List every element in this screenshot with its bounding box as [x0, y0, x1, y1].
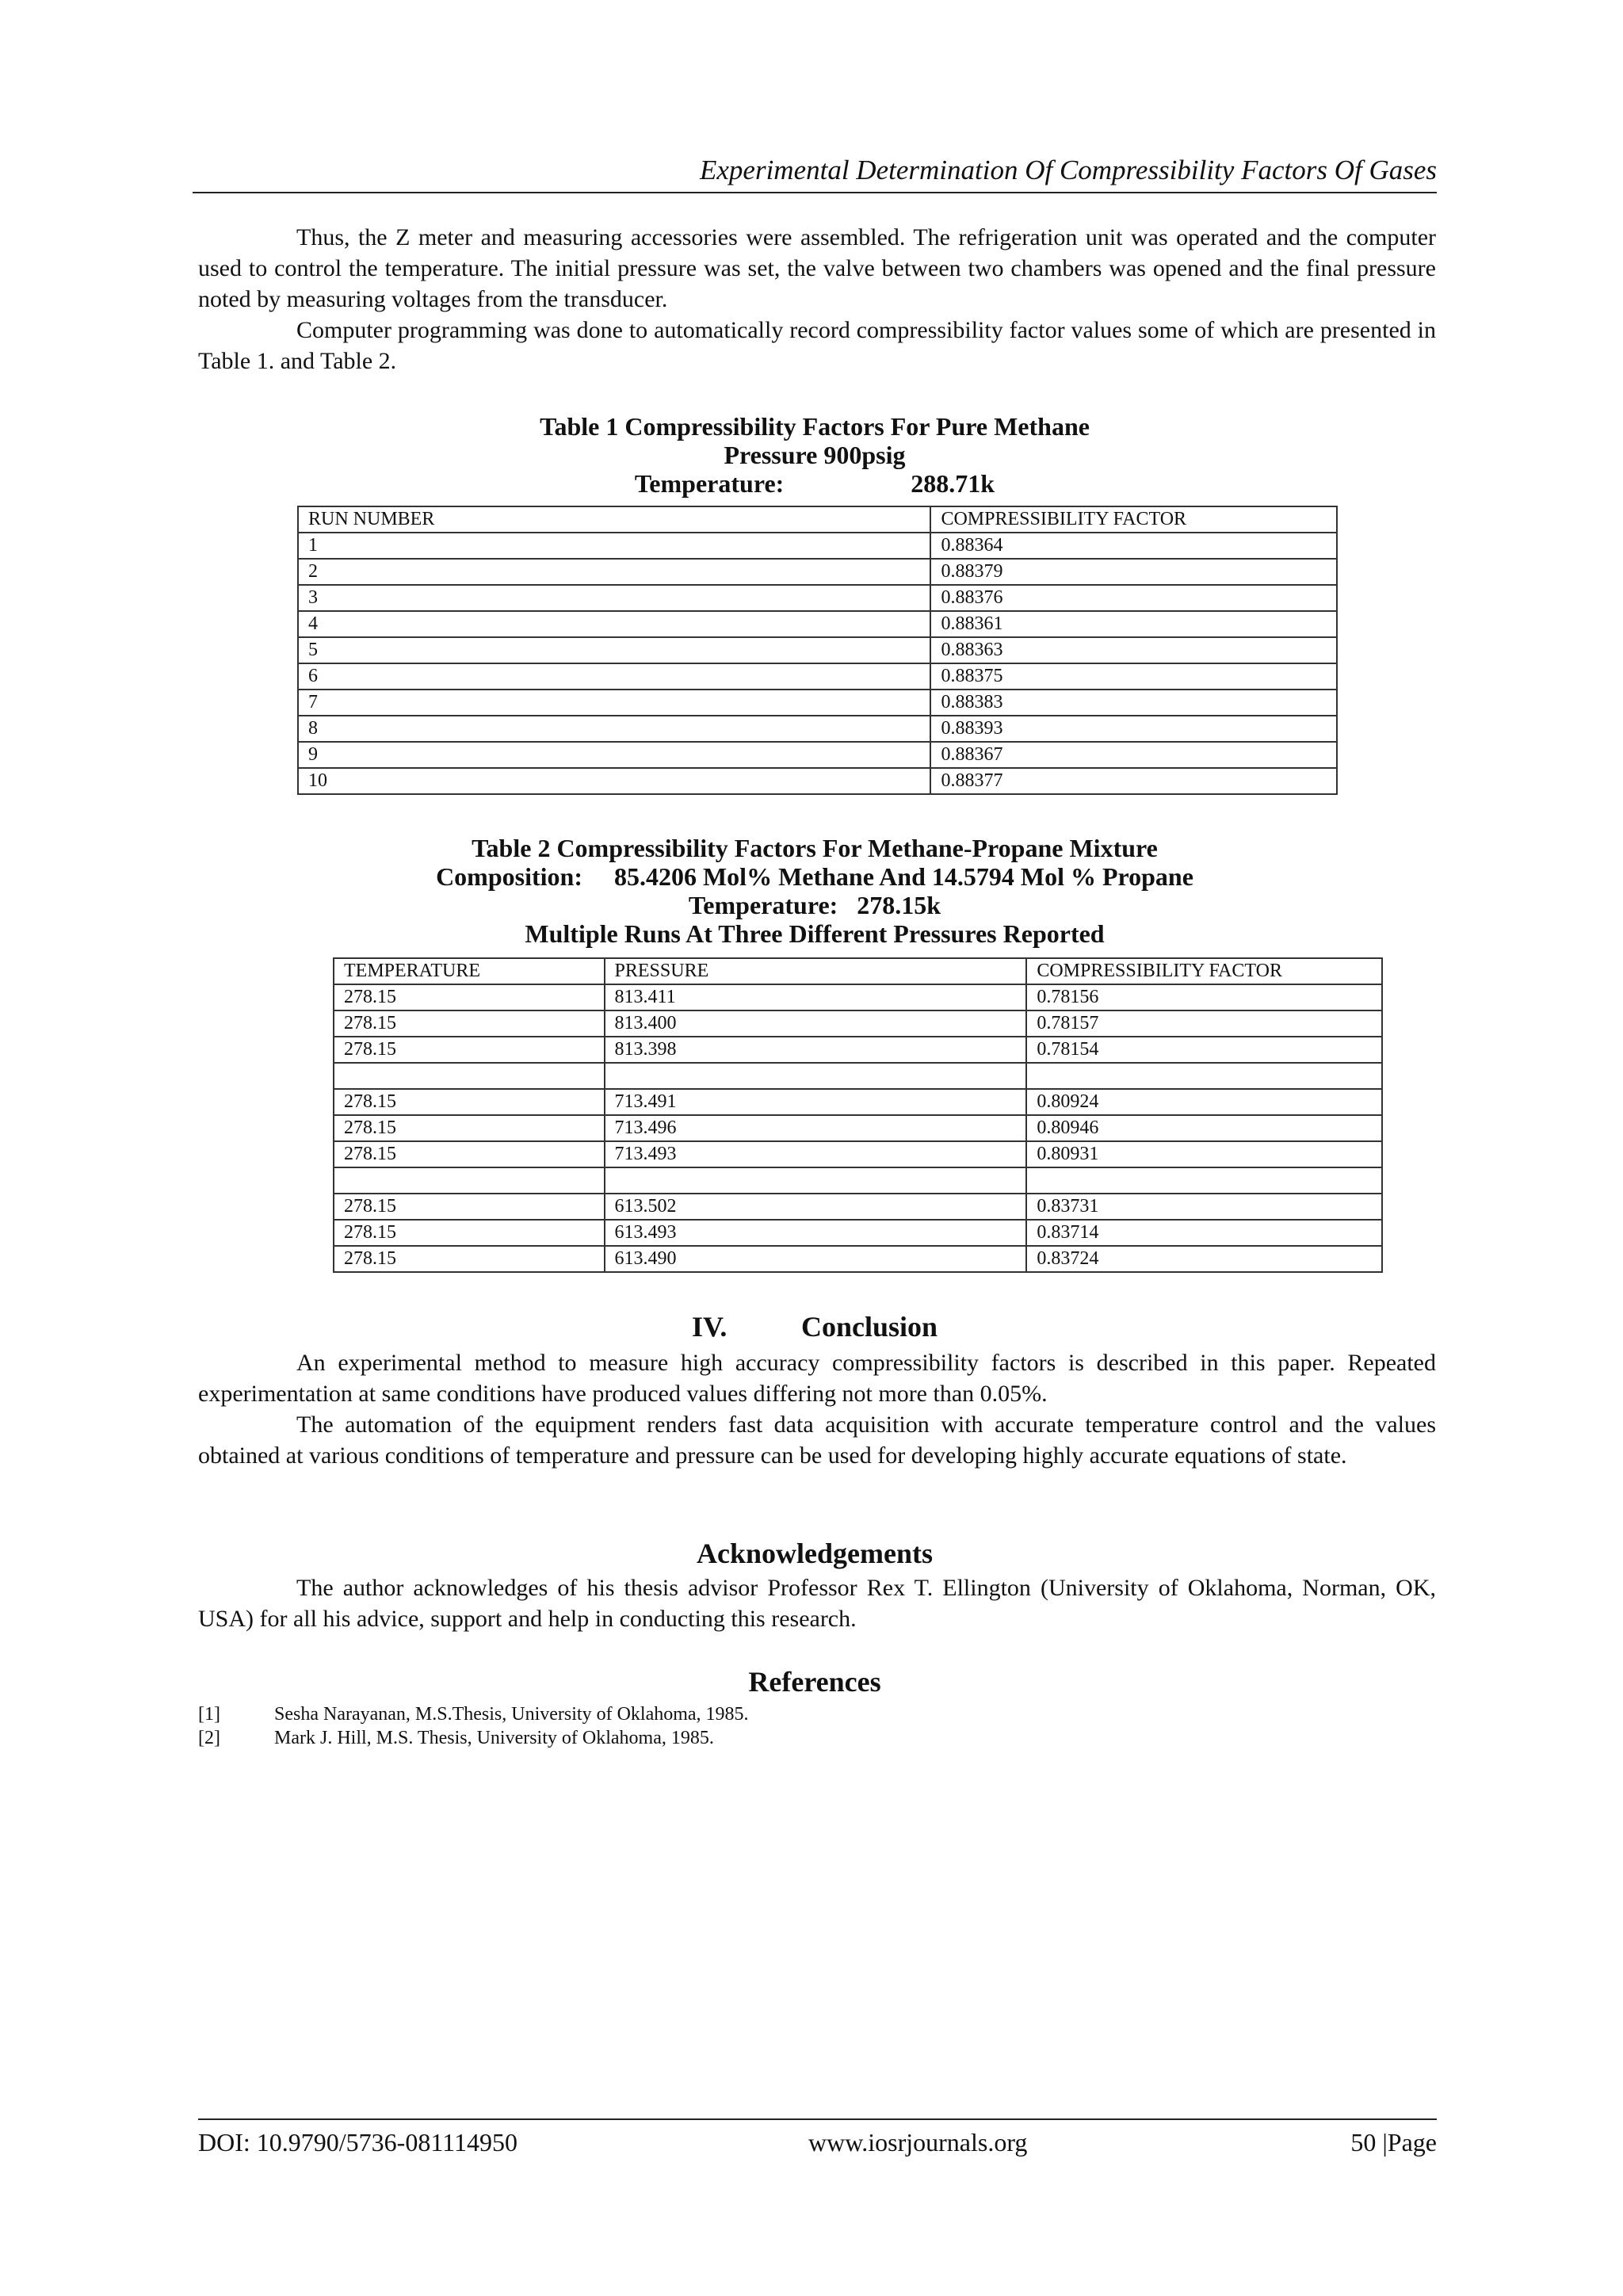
table-row: [334, 1037, 1382, 1063]
reference-number: [1]: [198, 1704, 220, 1725]
table-cell: 0.88379: [930, 559, 1337, 585]
table1-caption-pressure: Pressure 900psig: [724, 441, 906, 469]
table-row: [298, 690, 1337, 716]
table-row: [298, 768, 1337, 794]
table-row: [334, 1246, 1382, 1272]
table1: [297, 506, 1338, 795]
table2-caption-composition: Composition: 85.4206 Mol% Methane And 14.5794 Mol % Propane: [436, 862, 1193, 891]
acknowledgements-text: [198, 1572, 1436, 1634]
table1-caption-temperature: [193, 469, 1437, 498]
table-cell: 5: [298, 637, 930, 663]
table2-header-row: [334, 958, 1382, 984]
table-row: [334, 1167, 1382, 1194]
table-cell: 0.80931: [1026, 1141, 1382, 1167]
table-cell: 0.78157: [1026, 1010, 1382, 1037]
table-cell: 0.88361: [930, 611, 1337, 637]
conclusion-heading: [193, 1309, 1437, 1344]
acknowledgements-heading: Acknowledgements: [697, 1538, 933, 1569]
table-cell: 0.80924: [1026, 1089, 1382, 1115]
table1-header-row: [298, 506, 1337, 533]
table2-header-cell: PRESSURE: [605, 958, 1027, 984]
table2-caption: [193, 834, 1437, 948]
table-cell: 0.78156: [1026, 984, 1382, 1010]
conclusion-text: [198, 1347, 1436, 1471]
table-cell: 0.88383: [930, 690, 1337, 716]
references-list: [198, 1702, 1436, 1750]
table-cell: 6: [298, 663, 930, 690]
table-cell: 0.83731: [1026, 1194, 1382, 1220]
table-row: [298, 637, 1337, 663]
reference-text: Sesha Narayanan, M.S.Thesis, University of Oklahoma, 1985.: [274, 1704, 749, 1725]
table2-caption-title: Table 2 Compressibility Factors For Methane-Propane Mixture: [472, 834, 1158, 862]
table-row: [298, 742, 1337, 768]
table-row: [334, 1194, 1382, 1220]
table-row: [298, 585, 1337, 611]
reference-item: [198, 1702, 1436, 1726]
table-cell: 10: [298, 768, 930, 794]
footer-website: www.iosrjournals.org: [808, 2128, 1028, 2157]
table-cell: 613.490: [605, 1246, 1027, 1272]
intro-paragraph-1: Thus, the Z meter and measuring accessories were assembled. The refrigeration unit was operated and the computer used to control the temperature. The initial pressure was set, the valve between two chambers was opened and the final pressure noted by measuring voltages from the transducer.: [198, 224, 1436, 312]
table-cell: 613.493: [605, 1220, 1027, 1246]
table-cell: [605, 1167, 1027, 1194]
table-cell: 0.88367: [930, 742, 1337, 768]
table1-temp-value: 288.71k: [911, 469, 995, 498]
references-heading: References: [748, 1666, 881, 1698]
footer-page-number: 50 |Page: [1350, 2128, 1437, 2157]
table-cell: 278.15: [334, 984, 605, 1010]
table1-caption-title: Table 1 Compressibility Factors For Pure Methane: [540, 412, 1090, 441]
table-cell: 0.80946: [1026, 1115, 1382, 1141]
table-cell: 813.400: [605, 1010, 1027, 1037]
table-cell: 278.15: [334, 1194, 605, 1220]
acknowledgements-paragraph: The author acknowledges of his thesis advisor Professor Rex T. Ellington (University of Oklahoma, Norman, OK, USA) for all his advice, support and help in conducting this research.: [198, 1575, 1436, 1632]
running-header: Experimental Determination Of Compressibility Factors Of Gases: [193, 151, 1437, 193]
table-cell: 1: [298, 533, 930, 559]
table-cell: [1026, 1063, 1382, 1089]
table-cell: 0.88363: [930, 637, 1337, 663]
table-row: [334, 1220, 1382, 1246]
table-row: [298, 533, 1337, 559]
table-cell: [334, 1167, 605, 1194]
table-cell: 278.15: [334, 1220, 605, 1246]
table2: [333, 957, 1383, 1273]
table-cell: 278.15: [334, 1115, 605, 1141]
reference-number: [2]: [198, 1728, 220, 1748]
footer-doi: DOI: 10.9790/5736-081114950: [198, 2128, 517, 2157]
table-row: [334, 1089, 1382, 1115]
section-title: Conclusion: [800, 1311, 938, 1343]
table-cell: 713.496: [605, 1115, 1027, 1141]
table1-caption: [193, 412, 1437, 498]
table-cell: 278.15: [334, 1037, 605, 1063]
table-cell: 9: [298, 742, 930, 768]
table-cell: 4: [298, 611, 930, 637]
table-row: [298, 663, 1337, 690]
table-cell: 0.88377: [930, 768, 1337, 794]
table-cell: 813.398: [605, 1037, 1027, 1063]
table-cell: 3: [298, 585, 930, 611]
table-cell: 7: [298, 690, 930, 716]
table-cell: 8: [298, 716, 930, 742]
table-row: [334, 984, 1382, 1010]
table-cell: 0.88393: [930, 716, 1337, 742]
table1-header-cell: COMPRESSIBILITY FACTOR: [930, 506, 1337, 533]
table-row: [334, 1115, 1382, 1141]
reference-text: Mark J. Hill, M.S. Thesis, University of Oklahoma, 1985.: [274, 1728, 714, 1748]
table-row: [334, 1010, 1382, 1037]
table2-header-cell: TEMPERATURE: [334, 958, 605, 984]
table-cell: 713.493: [605, 1141, 1027, 1167]
conclusion-paragraph-2: The automation of the equipment renders fast data acquisition with accurate temperature control and the values obtained at various conditions of temperature and pressure can be used for developing highly accurate equations of state.: [198, 1412, 1436, 1469]
section-number: IV.: [691, 1311, 727, 1343]
table-cell: 0.88376: [930, 585, 1337, 611]
table-cell: 813.411: [605, 984, 1027, 1010]
table-cell: 0.83714: [1026, 1220, 1382, 1246]
reference-item: [198, 1726, 1436, 1750]
table-cell: 0.88375: [930, 663, 1337, 690]
table-row: [334, 1063, 1382, 1089]
table-cell: 713.491: [605, 1089, 1027, 1115]
table-cell: 278.15: [334, 1246, 605, 1272]
table-row: [334, 1141, 1382, 1167]
table-cell: 0.88364: [930, 533, 1337, 559]
table-cell: [334, 1063, 605, 1089]
table-cell: 0.83724: [1026, 1246, 1382, 1272]
table-cell: 2: [298, 559, 930, 585]
conclusion-paragraph-1: An experimental method to measure high accuracy compressibility factors is described in this paper. Repeated experimentation at same conditions have produced values differing not more than 0.05%.: [198, 1350, 1436, 1407]
table-cell: 278.15: [334, 1141, 605, 1167]
page-footer: [198, 2118, 1437, 2157]
table-cell: 0.78154: [1026, 1037, 1382, 1063]
table-cell: [605, 1063, 1027, 1089]
table-cell: 613.502: [605, 1194, 1027, 1220]
table-row: [298, 611, 1337, 637]
table2-caption-runs: Multiple Runs At Three Different Pressures Reported: [525, 919, 1105, 948]
table1-header-cell: RUN NUMBER: [298, 506, 930, 533]
table-cell: [1026, 1167, 1382, 1194]
intro-text: [198, 222, 1436, 376]
table-cell: 278.15: [334, 1010, 605, 1037]
table-row: [298, 559, 1337, 585]
table-cell: 278.15: [334, 1089, 605, 1115]
table2-header-cell: COMPRESSIBILITY FACTOR: [1026, 958, 1382, 984]
table-row: [298, 716, 1337, 742]
table2-caption-temperature: Temperature: 278.15k: [688, 891, 941, 919]
intro-paragraph-2: Computer programming was done to automatically record compressibility factor values some of which are presented in Table 1. and Table 2.: [198, 317, 1436, 374]
table1-temp-label: Temperature:: [634, 469, 785, 498]
